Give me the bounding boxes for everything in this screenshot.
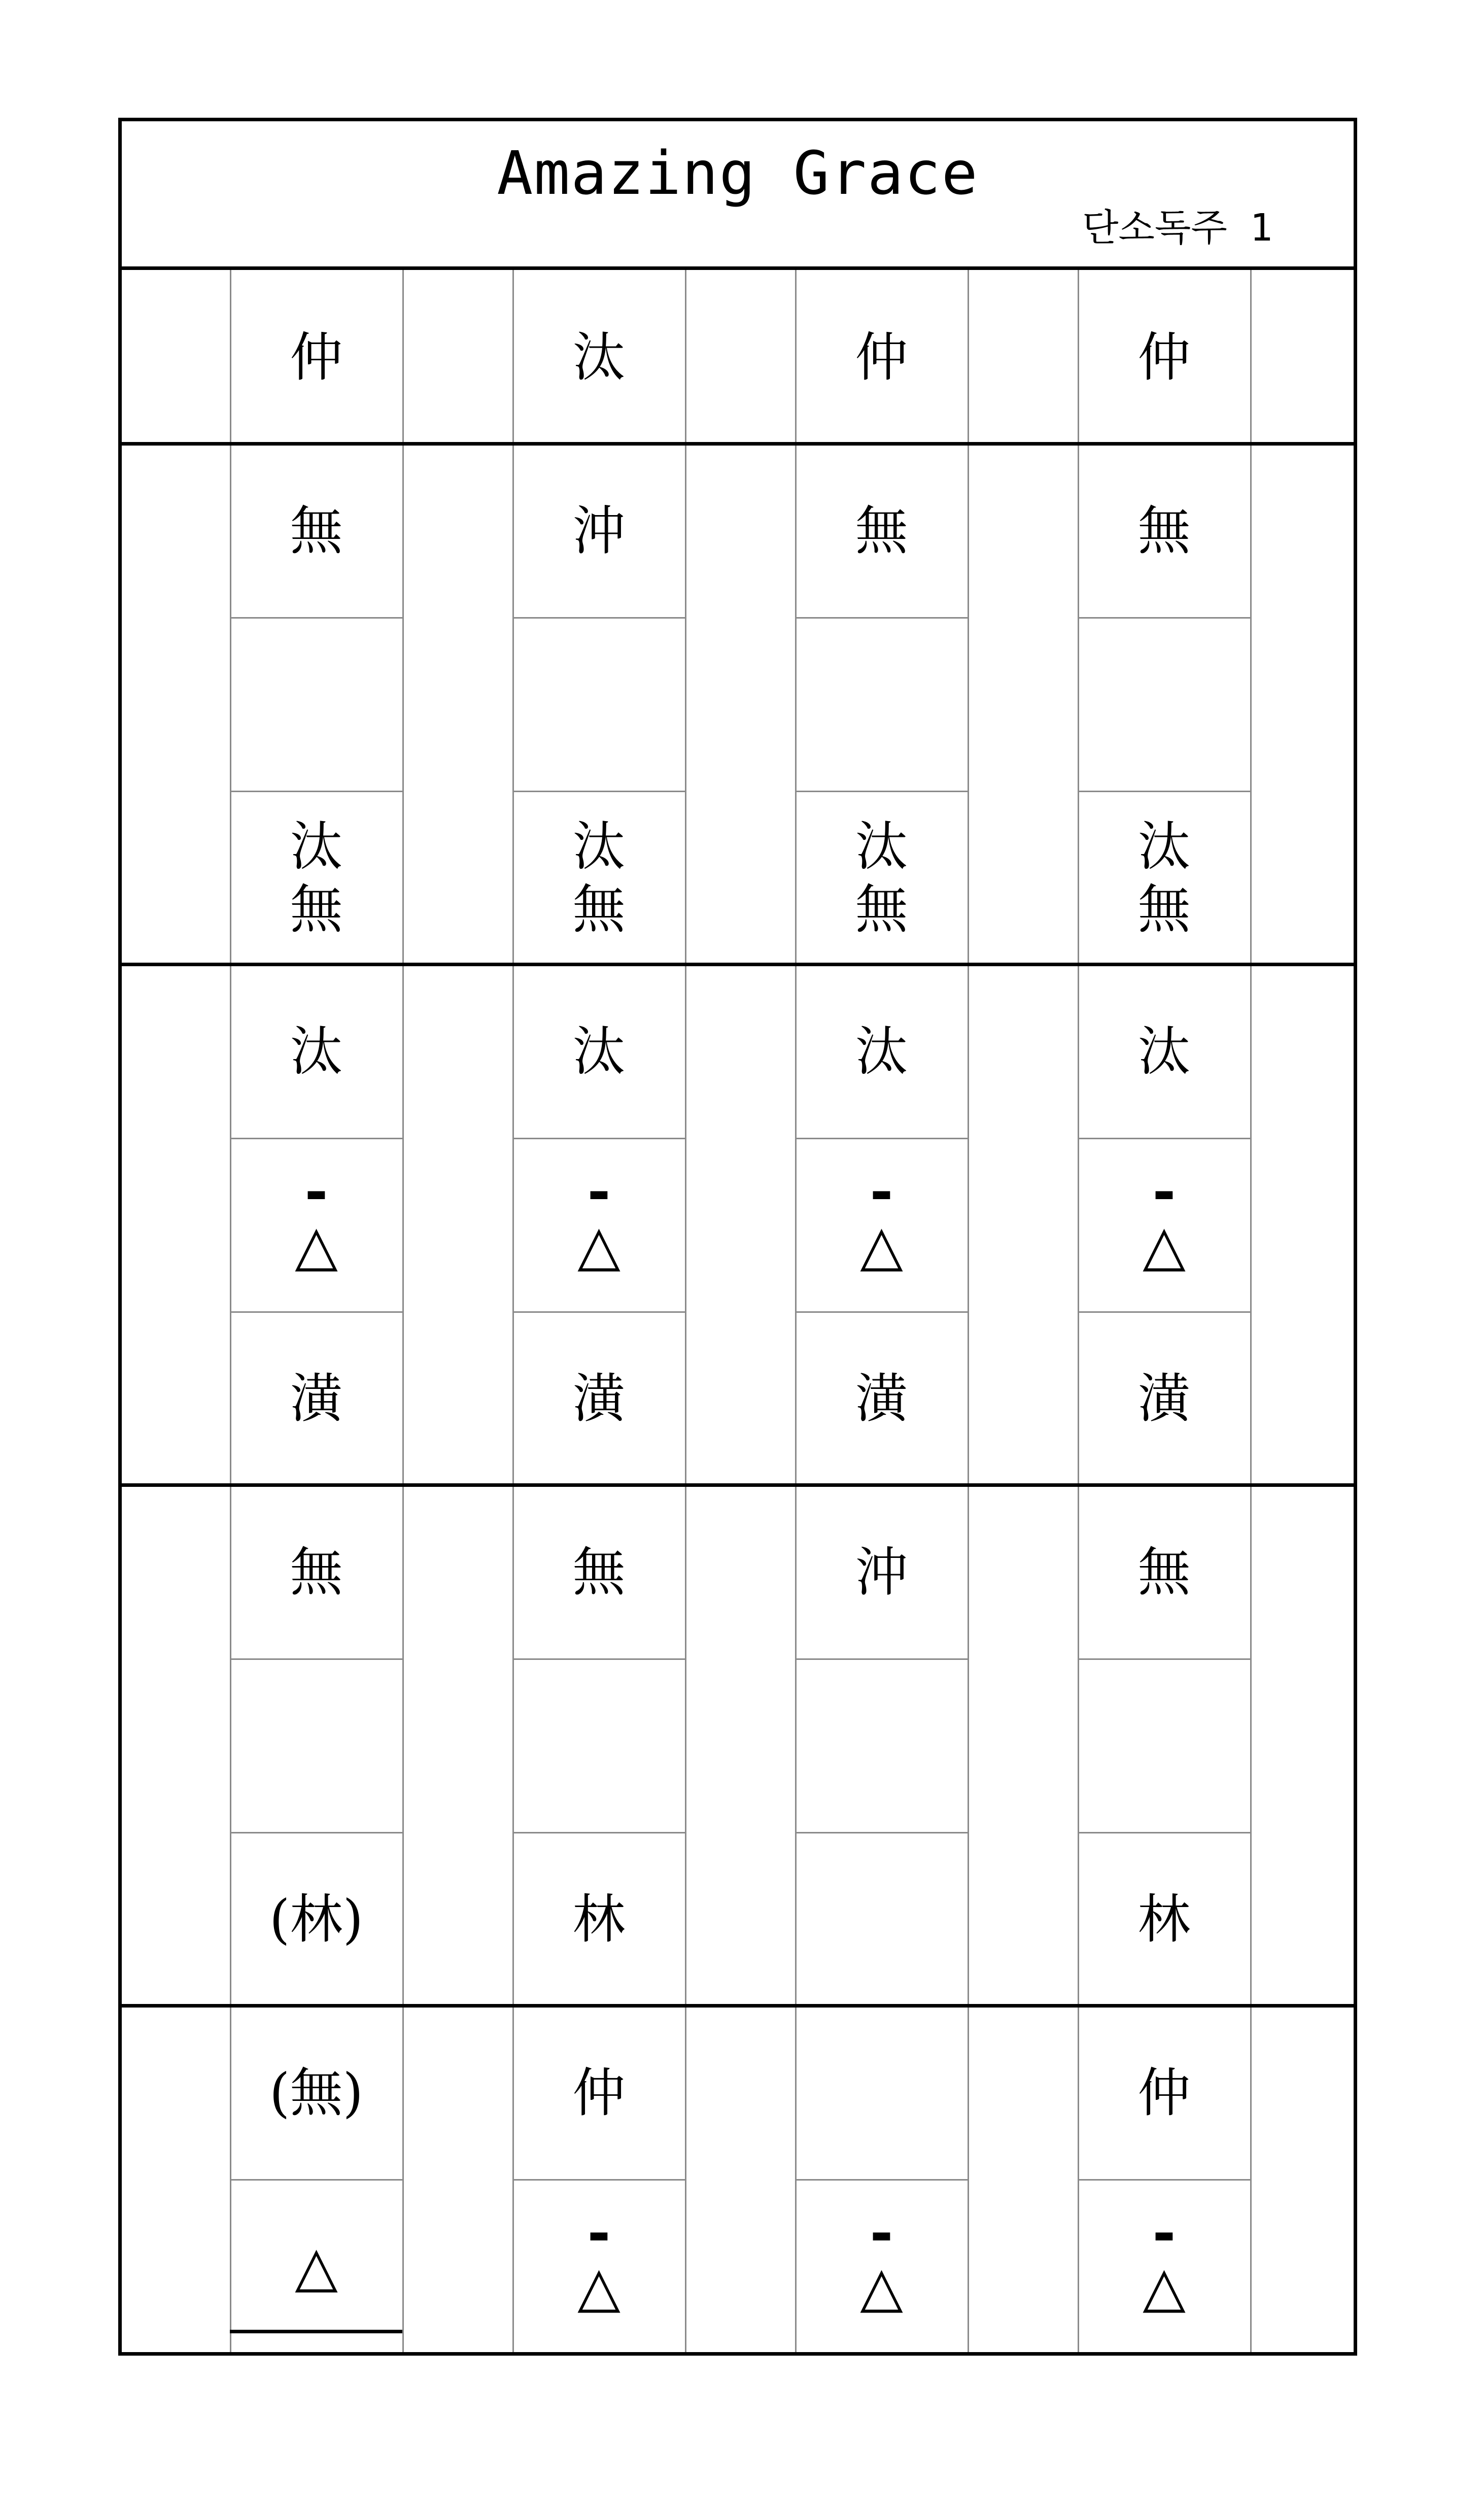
note-char: 林 xyxy=(1137,1888,1191,1950)
notation-cell xyxy=(1079,2007,1250,2179)
notation-cell xyxy=(231,1139,402,1311)
note-char: 無 xyxy=(572,878,626,940)
note-char: 汰 xyxy=(1137,815,1191,877)
notation-cell xyxy=(796,445,967,617)
notation-cell xyxy=(1079,1486,1250,1658)
column-divider xyxy=(685,270,686,2352)
breath-mark: △ xyxy=(577,2254,620,2319)
hold-mark: - xyxy=(587,1160,611,1225)
note-char: 汰 xyxy=(572,815,626,877)
note-char: (林) xyxy=(269,1888,364,1950)
notation-cell xyxy=(796,1139,967,1311)
note-char: 無 xyxy=(1137,878,1191,940)
notation-cell xyxy=(1079,792,1250,964)
notation-cell xyxy=(1079,1659,1250,1832)
note-char: 汰 xyxy=(855,1021,908,1082)
note-char: 潢 xyxy=(1137,1368,1191,1430)
notation-cell xyxy=(1079,965,1250,1138)
title-bar xyxy=(122,121,1354,270)
notation-cell xyxy=(1079,1139,1250,1311)
notation-cell xyxy=(513,1833,684,2005)
notation-cell xyxy=(231,445,402,617)
notation-cell xyxy=(231,792,402,964)
note-char: 汰 xyxy=(1137,1021,1191,1082)
note-char: 汰 xyxy=(290,1021,343,1082)
breath-mark: △ xyxy=(295,1213,338,1278)
notation-cell xyxy=(231,618,402,791)
hold-mark: - xyxy=(1152,1160,1176,1225)
note-char: 潢 xyxy=(290,1368,343,1430)
hold-mark: - xyxy=(304,1160,328,1225)
note-char: 林 xyxy=(572,1888,626,1950)
note-char: 仲 xyxy=(855,326,908,388)
notation-cell xyxy=(796,1486,967,1658)
hold-mark: - xyxy=(587,2201,611,2266)
notation-cell xyxy=(231,1659,402,1832)
page-subtitle: 단소독주 1 xyxy=(1082,206,1272,250)
notation-cell xyxy=(513,965,684,1138)
breath-mark: △ xyxy=(295,2234,338,2299)
notation-cell xyxy=(513,1659,684,1832)
notation-cell xyxy=(796,1833,967,2005)
notation-cell xyxy=(231,1833,402,2005)
breath-mark: △ xyxy=(1143,2254,1186,2319)
column-divider xyxy=(1250,270,1252,2352)
note-char: (無) xyxy=(269,2062,364,2124)
note-char: 汰 xyxy=(572,326,626,388)
note-char: 仲 xyxy=(290,326,343,388)
note-char: 潢 xyxy=(572,1368,626,1430)
column-divider xyxy=(968,270,969,2352)
note-char: 無 xyxy=(1137,1541,1191,1603)
notation-cell xyxy=(513,2180,684,2353)
notation-cell xyxy=(231,1486,402,1658)
notation-cell xyxy=(231,2180,402,2353)
notation-cell xyxy=(1079,1312,1250,1485)
notation-cell xyxy=(1079,445,1250,617)
notation-cell xyxy=(796,792,967,964)
note-char: 無 xyxy=(290,878,343,940)
notation-cell xyxy=(796,618,967,791)
note-char: 無 xyxy=(290,1541,343,1603)
notation-cell xyxy=(796,1312,967,1485)
notation-cell xyxy=(513,1486,684,1658)
page-title: Amazing Grace xyxy=(497,138,979,208)
notation-cell xyxy=(231,965,402,1138)
breath-mark: △ xyxy=(860,1213,903,1278)
note-char: 汰 xyxy=(572,1021,626,1082)
notation-cell xyxy=(231,2007,402,2179)
notation-cell xyxy=(513,1139,684,1311)
notation-cell xyxy=(1079,271,1250,444)
notation-cell xyxy=(513,1312,684,1485)
notation-cell xyxy=(513,2007,684,2179)
note-char: 無 xyxy=(290,500,343,562)
note-char: 無 xyxy=(855,878,908,940)
notation-cell xyxy=(513,618,684,791)
note-char: 無 xyxy=(572,1541,626,1603)
notation-cell xyxy=(231,1312,402,1485)
notation-cell xyxy=(796,2007,967,2179)
notation-cell xyxy=(1079,1833,1250,2005)
breath-mark: △ xyxy=(860,2254,903,2319)
end-bar xyxy=(230,2330,402,2333)
notation-cell xyxy=(1079,2180,1250,2353)
notation-cell xyxy=(231,271,402,444)
note-char: 汰 xyxy=(290,815,343,877)
breath-mark: △ xyxy=(577,1213,620,1278)
note-char: 汰 xyxy=(855,815,908,877)
note-char: 沖 xyxy=(855,1541,908,1603)
notation-cell xyxy=(1079,618,1250,791)
note-char: 仲 xyxy=(572,2062,626,2124)
breath-mark: △ xyxy=(1143,1213,1186,1278)
notation-cell xyxy=(796,1659,967,1832)
score-sheet xyxy=(118,118,1357,2356)
notation-cell xyxy=(796,2180,967,2353)
notation-cell xyxy=(796,271,967,444)
note-char: 無 xyxy=(855,500,908,562)
column-divider xyxy=(402,270,404,2352)
note-char: 仲 xyxy=(1137,326,1191,388)
hold-mark: - xyxy=(1152,2201,1176,2266)
note-char: 沖 xyxy=(572,500,626,562)
notation-cell xyxy=(796,965,967,1138)
hold-mark: - xyxy=(870,2201,893,2266)
notation-cell xyxy=(513,271,684,444)
note-char: 仲 xyxy=(1137,2062,1191,2124)
note-char: 無 xyxy=(1137,500,1191,562)
hold-mark: - xyxy=(870,1160,893,1225)
notation-cell xyxy=(513,792,684,964)
note-char: 潢 xyxy=(855,1368,908,1430)
notation-cell xyxy=(513,445,684,617)
